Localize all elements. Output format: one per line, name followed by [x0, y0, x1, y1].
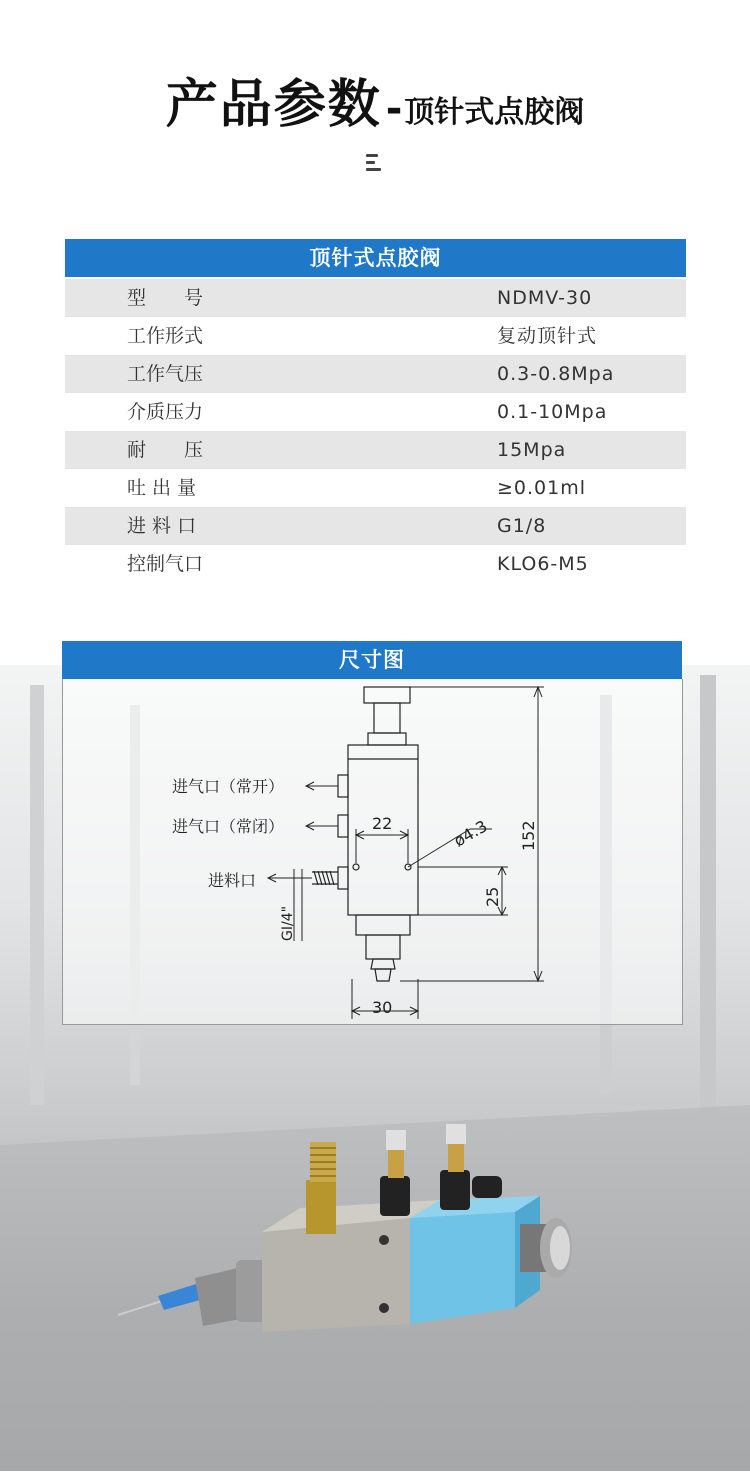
row-label: 工作形式	[127, 325, 204, 347]
label-feed-inlet: 进料口	[208, 871, 257, 890]
table-row	[65, 279, 686, 317]
row-label: 吐 出 量	[127, 477, 197, 499]
table-row	[65, 469, 686, 507]
table-row	[65, 545, 686, 583]
row-label: 工作气压	[127, 363, 204, 385]
row-value: 0.3-0.8Mpa	[497, 363, 615, 385]
dimension-25: 25	[483, 886, 502, 907]
param-table-header: 顶针式点胶阀	[65, 239, 686, 277]
row-label: 介质压力	[127, 401, 204, 423]
dimension-30: 30	[372, 998, 393, 1017]
label-thread: GI/4"	[280, 905, 296, 941]
row-value: 0.1-10Mpa	[497, 401, 608, 423]
row-value: 15Mpa	[497, 439, 567, 461]
row-label: 控制气口	[127, 553, 204, 575]
row-value: NDMV-30	[497, 287, 593, 309]
menu-lines-icon	[366, 154, 381, 172]
dimension-hole: ø4.3	[450, 816, 491, 851]
row-value: G1/8	[497, 515, 547, 537]
table-row	[65, 507, 686, 545]
label-inlet-closed: 进气口（常闭）	[172, 817, 285, 836]
row-value: ≥0.01ml	[497, 477, 587, 499]
page-title	[0, 62, 750, 137]
table-row	[65, 317, 686, 355]
row-value: 复动顶针式	[497, 325, 598, 347]
table-row	[65, 393, 686, 431]
dimension-22: 22	[372, 814, 393, 833]
title-main: 产品参数	[165, 75, 382, 135]
table-row	[65, 431, 686, 469]
label-inlet-open: 进气口（常开）	[172, 777, 285, 796]
title-separator: -	[385, 86, 403, 132]
dimension-drawing	[62, 679, 682, 1024]
row-label: 型 号	[127, 287, 204, 309]
dimension-header: 尺寸图	[62, 641, 682, 679]
table-row	[65, 355, 686, 393]
valve-product-image	[0, 1120, 750, 1350]
row-label: 进 料 口	[127, 515, 197, 537]
param-table	[65, 279, 686, 583]
title-sub: 顶针式点胶阀	[404, 95, 585, 130]
row-label: 耐 压	[127, 439, 204, 461]
row-value: KLO6-M5	[497, 553, 589, 575]
dimension-152: 152	[519, 820, 538, 851]
